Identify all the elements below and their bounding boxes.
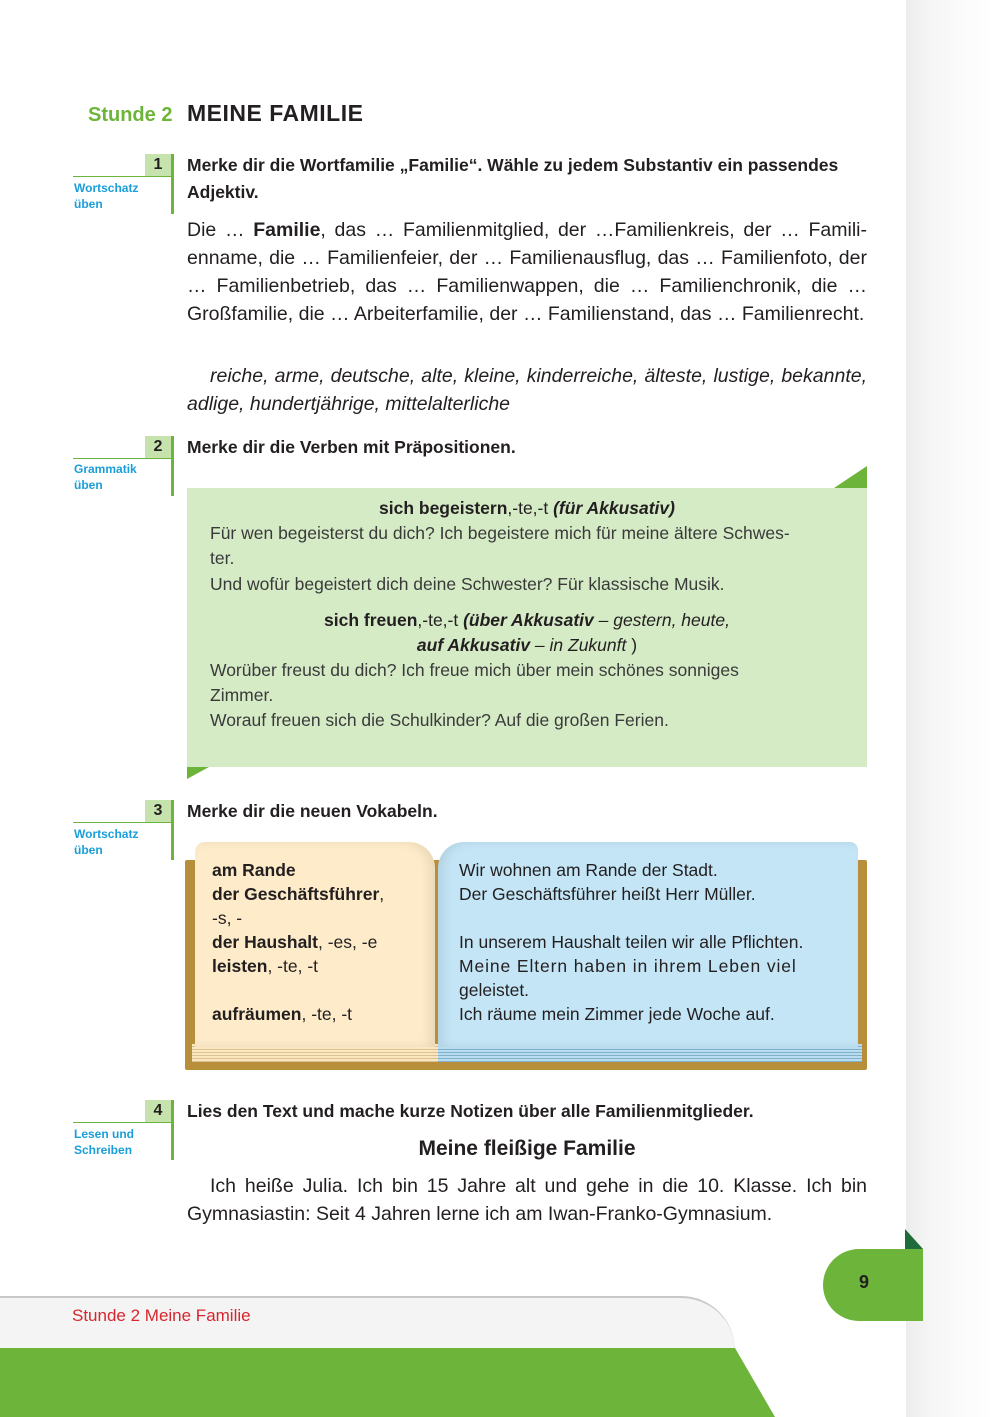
verb-2-heading-cont [187,633,867,658]
vocab-term: aufräumen, -te, -t [212,1004,353,1024]
story-text: Ich heiße Julia. Ich bin 15 Jahre alt und gehe in die 10. Klasse. Ich bin Gymnasiastin: Seit 4 Jahren lerne ich am Iwan-Franko-Gymnasium. [187,1175,867,1225]
vocab-example: Ich räume mein Zimmer jede Woche auf. [459,1004,775,1024]
exercise-4-instruction: Lies den Text und mache kurze Notizen über alle Familienmitglieder. [187,1101,754,1121]
vocab-example: Wir wohnen am Rande der Stadt. [459,860,718,880]
tag-line: üben [74,197,103,211]
vocab-example: In unserem Haushalt teilen wir alle Pflichten. [459,932,804,952]
verb-1-example: Und wofür begeistert dich deine Schwester? Für klassische Musik. [210,574,725,594]
tag-line: Wortschatz [74,181,139,195]
lesson-label: Stunde 2 [88,104,173,126]
tag-line: Lesen und [74,1127,135,1141]
verb-2-example: Zimmer. [210,685,274,705]
vocab-term: der Haushalt, -es, -e [212,932,378,952]
vocab-term: leisten, -te, -t [212,956,319,976]
exercise-1-nouns [187,216,867,328]
text-run: Die … [187,219,254,241]
story-title: Meine fleißige Familie [418,1137,636,1160]
verb-forms: ,-te,-t [417,610,464,630]
corner-triangle-bottom [187,767,209,779]
vocab-example: Meine Eltern haben in ihrem Leben viel [459,956,797,976]
verb-2-heading [187,608,867,633]
vocab-example: Der Geschäftsführer heißt Herr Müller. [459,884,756,904]
exercise-tag [74,1126,134,1158]
marker-bar [171,154,174,214]
time-note: – in Zukunft [530,635,627,655]
lesson-title: MEINE FAMILIE [187,100,364,126]
verb-preposition: auf Akkusativ [416,635,531,655]
text-run: , das … Familienmitglied, der …Familienkreis, der … Familienname, die … Familienfeier, der … Familienausflug, das … Familienfoto, der … Familienbetrieb, das … Familienwappen, die … Familienchronik, die … Großfamilie, die … Arbeiterfamilie, der … Familienstand, das … Familienrecht. [187,219,867,325]
time-note: – gestern, heute, [593,610,730,630]
marker-line [73,176,173,177]
tag-line: Wortschatz [74,827,139,841]
verb-name: sich begeistern [379,498,508,518]
marker-bar [171,1100,174,1160]
exercise-number: 1 [145,154,171,176]
text-run: ) [626,635,638,655]
vocab-term: der Geschäftsführer, [212,884,385,904]
verb-name: sich freuen [324,610,418,630]
marker-line [73,458,173,459]
exercise-2-instruction: Merke dir die Verben mit Präpositionen. [187,437,516,457]
tag-line: üben [74,843,103,857]
verb-1-example: Für wen begeisterst du dich? Ich begeistere mich für meine ältere Schwes- [210,523,790,543]
exercise-1-adjectives: reiche, arme, deutsche, alte, kleine, kinderreiche, älteste, lustige, bekannte, adlige, hundertjährige, mittelalterliche [187,365,867,415]
exercise-tag [74,826,138,858]
text-run-bold: Familie [253,219,321,241]
footer-running-title: Stunde 2 Meine Familie [72,1306,251,1325]
tag-line: Schreiben [74,1143,133,1157]
vocab-example: geleistet. [459,980,530,1000]
verb-preposition: (über Akkusativ [463,610,594,630]
marker-bar [171,800,174,860]
corner-triangle-top [834,466,867,488]
tag-line: üben [74,478,103,492]
page-number-corner [905,1229,923,1249]
marker-bar [171,436,174,496]
exercise-1-instruction: Merke dir die Wortfamilie „Familie“. Wähle zu jedem Substantiv ein passendes Adjektiv. [187,155,839,202]
marker-line [73,822,173,823]
footer-band [0,1348,775,1417]
marker-line [73,1122,173,1123]
verb-2-example: Worauf freuen sich die Schulkinder? Auf die großen Ferien. [210,710,669,730]
verb-1-example: ter. [210,548,235,568]
page-number: 9 [858,1272,869,1292]
verb-2-example: Worüber freust du dich? Ich freue mich über mein schönes sonniges [210,660,739,680]
tag-line: Grammatik [74,462,137,476]
exercise-number: 2 [145,436,171,458]
vocab-term: -s, - [212,908,243,928]
exercise-tag [74,180,138,212]
verb-preposition: (für Akkusativ) [553,498,675,518]
verb-1-heading [187,496,867,521]
vocab-term: am Rande [212,860,296,880]
verb-forms: ,-te,-t [507,498,554,518]
exercise-3-instruction: Merke dir die neuen Vokabeln. [187,801,438,821]
exercise-tag [74,461,137,493]
exercise-number: 3 [145,800,171,822]
page-edge-shadow [906,0,992,1417]
exercise-number: 4 [145,1100,171,1122]
